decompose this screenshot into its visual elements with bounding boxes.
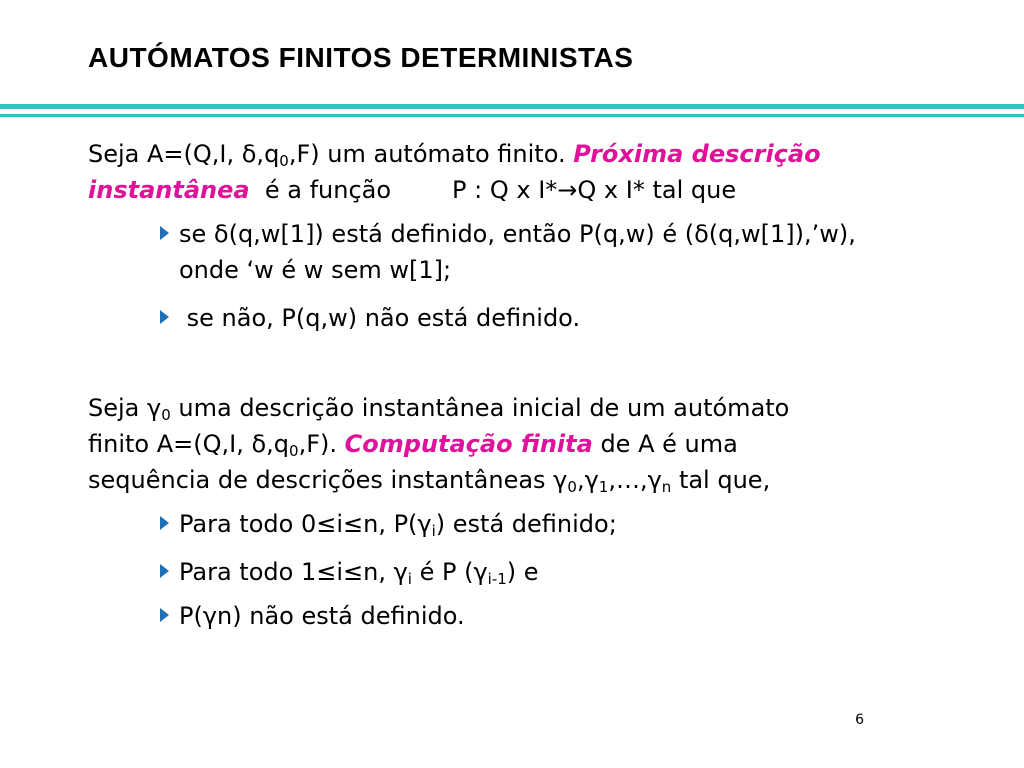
subscript: n [661,478,672,496]
page-number: 6 [855,712,864,728]
paragraph-computation [88,390,789,498]
text-span: finito A=(Q,I, δ,q [88,430,290,458]
bullet-continuation: onde ‘w é w sem w[1]; [179,256,452,284]
text-span: P(γn) não está definido. [179,602,465,630]
bullet-item [160,554,539,590]
subscript: i [407,570,412,588]
text-span: Seja γ [88,394,162,422]
highlight-term: instantânea [88,176,250,204]
paragraph-line [88,136,821,172]
paragraph-line [88,172,821,208]
bullet-item [160,598,465,634]
text-span: Para todo 1≤i≤n, γ [179,558,408,586]
bullet-arrow-icon [160,516,169,530]
subscript: 0 [161,406,171,424]
text-span: uma descrição instantânea inicial de um autómato [170,394,790,422]
text-span: é a função P : Q x I*→Q x I* tal que [249,176,737,204]
text-span: de A é uma [592,430,738,458]
text-span: ) e [506,558,539,586]
highlight-term: Próxima descrição [573,140,821,168]
text-span: ,F). [298,430,345,458]
bullet-arrow-icon [160,226,169,240]
bullet-text: se não, P(q,w) não está definido. [179,304,581,332]
subscript: i [431,522,436,540]
highlight-term: Computação finita [344,430,593,458]
bullet-item [160,300,580,336]
bullet-arrow-icon [160,564,169,578]
paragraph-line [88,462,789,498]
text-span: ,γ [576,466,599,494]
text-span: ,F) um autómato finito. [288,140,574,168]
bullet-item [160,216,856,252]
text-span: Para todo 0≤i≤n, P(γ [179,510,432,538]
text-span: Seja A=(Q,I, δ,q [88,140,280,168]
subscript: 0 [567,478,577,496]
bullet-item [160,506,617,542]
text-span: sequência de descrições instantâneas γ [88,466,568,494]
title-divider-thick [0,104,1024,109]
subscript: i-1 [487,570,507,588]
text-span: ,…,γ [608,466,662,494]
subscript: 0 [289,442,299,460]
bullet-arrow-icon [160,608,169,622]
bullet-arrow-icon [160,310,169,324]
text-span: tal que, [671,466,771,494]
paragraph-line [88,426,789,462]
slide-title: AUTÓMATOS FINITOS DETERMINISTAS [88,42,634,73]
paragraph-line [88,390,789,426]
title-divider-thin [0,114,1024,117]
subscript: 0 [279,152,289,170]
paragraph-definition [88,136,821,208]
subscript: 1 [598,478,609,496]
bullet-text: se δ(q,w[1]) está definido, então P(q,w) é (δ(q,w[1]),’w), [179,220,856,248]
text-span: ) está definido; [435,510,617,538]
text-span: é P (γ [411,558,488,586]
